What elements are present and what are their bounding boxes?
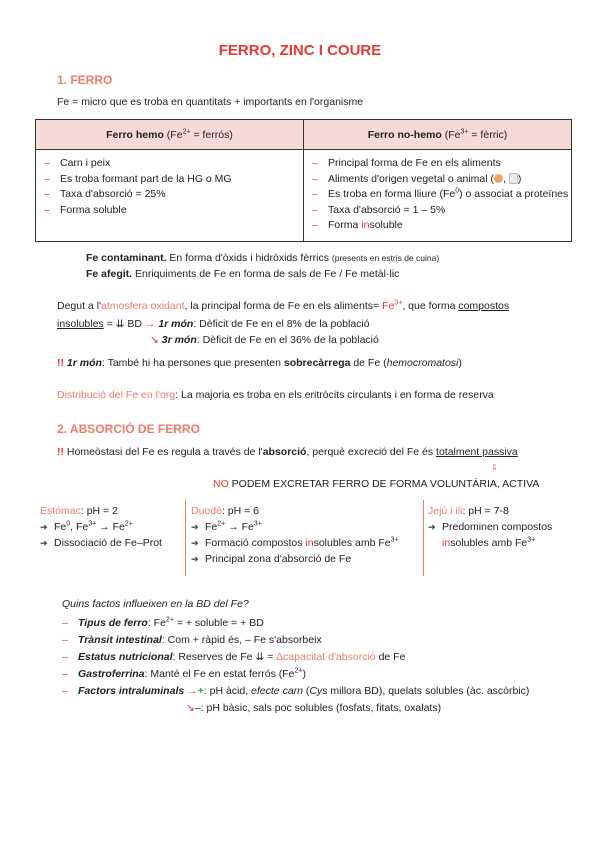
dash-icon: – <box>312 172 318 185</box>
dash-icon: – <box>62 651 68 663</box>
arrow-bullet-icon: ➔ <box>191 522 199 532</box>
arrow-bullet-icon: ➔ <box>191 554 199 564</box>
dash-icon: – <box>312 188 318 200</box>
estomac-column: Estómac: pH = 2 ➔ Fe$^0$, $Fe^{3+} \to Fe^{2+}$ ➔ Dissociació de Fe–Prot <box>40 505 162 549</box>
list-item: – Forma insoluble <box>312 218 571 234</box>
dash-icon: – <box>44 172 50 185</box>
jeju-column: Jejú i ili: pH = 7-8 ➔ Predominen compostos insolubles amb $Fe^{3+}$ <box>428 505 553 549</box>
list-item: insolubles amb $Fe^{3+}$ <box>442 536 536 549</box>
list-item: ➔ Predominen compostos <box>428 521 553 533</box>
dash-icon: – <box>62 617 68 629</box>
arrow-bullet-icon: ➔ <box>428 522 436 532</box>
dash-icon: – <box>62 668 68 680</box>
dash-icon: – <box>312 157 318 169</box>
factors-list <box>62 615 529 717</box>
no-excretar-line: NO PODEM EXCRETAR FERRO DE FORMA VOLUNTÀRIA, ACTIVA <box>213 478 540 490</box>
arrow-right-icon: → <box>184 685 198 697</box>
homeostasi-line: !! Homeòstasi del Fe es regula a través de l'absorció, perquè excreció del Fe és totalment passiva <box>57 446 518 458</box>
list-item: – Principal forma de Fe en els aliments <box>312 156 571 172</box>
list-item: ➔ $Fe^{2+} \to Fe^{3+}$ <box>191 520 262 533</box>
warning-icon: !! <box>57 446 64 458</box>
egg-icon <box>494 174 503 183</box>
list-item: – Gastroferrina: Manté el Fe en estat ferrós $(Fe^{2+})$ <box>62 666 529 683</box>
warning-icon: !! <box>57 357 64 369</box>
arrow-bullet-icon: ➔ <box>191 538 199 548</box>
dash-icon: – <box>62 685 68 697</box>
milk-icon <box>509 173 518 184</box>
arrow-bullet-icon: ➔ <box>40 538 48 548</box>
list-item: – Es troba formant part de la HG o MG <box>44 172 303 188</box>
dash-icon: – <box>312 219 318 231</box>
arrow-down-right-icon: ↘ <box>150 334 159 346</box>
dash-icon: – <box>44 203 50 216</box>
arrow-right-icon: → <box>144 318 156 330</box>
ferro-intro: Fe = micro que es troba en quantitats + importants en l'organisme <box>57 96 364 108</box>
dash-icon: – <box>44 157 50 169</box>
list-item: – Carn i peix <box>44 156 303 172</box>
list-item: ➔ Dissociació de Fe–Prot <box>40 537 162 549</box>
insolubles-line: insolubles = ⇊ BD → 1r món: Dèficit de Fe en el 8% de la població <box>57 318 370 330</box>
warning-line: !! 1r món: També hi ha persones que presenten sobrecàrrega de Fe (hemocromatosi) <box>57 357 462 369</box>
distribucio-line: Distribució del Fe en l'org: La majoria es troba en els eritròcits circulants i en forma de reserva <box>57 389 494 401</box>
dash-icon: – <box>62 634 68 646</box>
column-divider <box>185 500 186 576</box>
list-item: – Trànsit intestinal: Com + ràpid és, – Fe s'absorbeix <box>62 632 529 649</box>
list-item: ➔ Principal zona d'absorció de Fe <box>191 553 352 565</box>
table-cell-nohemo <box>304 150 572 242</box>
arrow-down-right-icon: ↘ <box>186 702 195 714</box>
table-header-hemo: Ferro hemo ($Fe^{2+}$ = ferrós) <box>36 120 304 150</box>
column-divider <box>423 500 424 576</box>
list-item: – Taxa d'absorció = 25% <box>44 187 303 203</box>
table-header-nohemo: Ferro no-hemo ($Fe^{3+}$ = fèrric) <box>304 120 572 150</box>
plus-icon: + <box>197 685 204 697</box>
list-item: – Factors intraluminals →+: pH àcid, efecte carn (Cys millora BD), quelats solubles (àc. ascòrbic) <box>62 683 529 700</box>
iron-types-table <box>35 119 572 242</box>
dash-icon: – <box>44 188 50 200</box>
arrow-bullet-icon: ➔ <box>40 522 48 532</box>
table-cell-hemo <box>36 150 304 242</box>
list-item: – Aliments d'origen vegetal o animal ( , ) <box>312 172 571 188</box>
section-heading-ferro: 1. FERRO <box>57 73 113 87</box>
degut-line: Degut a l'atmosfera oxidant, la principal forma de Fe en els aliments= $Fe^{3+}$, que forma compostos <box>57 299 510 312</box>
list-item: – Es troba en forma lliure (Fe$^0$) o associat a proteïnes <box>312 187 571 203</box>
list-item: ↘–: pH bàsic, sals poc solubles (fosfats, fitats, oxalats) <box>186 702 442 714</box>
list-item: – Forma soluble <box>44 203 303 219</box>
mon3-line: ↘ 3r món: Dèficit de Fe en el 36% de la població <box>150 334 379 346</box>
section-heading-absorcio: 2. ABSORCIÓ DE FERRO <box>57 422 200 436</box>
list-item: – Taxa d'absorció = 1 – 5% <box>312 203 571 219</box>
duode-column: Duodè: pH = 6 ➔ $Fe^{2+} \to Fe^{3+}$ ➔ Formació compostos insolubles amb $Fe^{3+}$ ➔ Principal zona d'absorció de Fe <box>191 505 399 565</box>
arrow-down-icon: ⇩ <box>491 463 498 472</box>
list-item: – Estatus nutricional: Reserves de Fe ⇊ = Δcapacitat d'absorció de Fe <box>62 649 529 666</box>
fe-afegit: Fe afegit. Enriquiments de Fe en forma de sals de Fe / Fe metàl·lic <box>86 268 400 280</box>
factors-question: Quins factos influeixen en la BD del Fe? <box>62 598 249 610</box>
list-item: ➔ Fe$^0$, $Fe^{3+} \to Fe^{2+}$ <box>40 520 133 533</box>
fe-contaminant: Fe contaminant. En forma d'òxids i hidròxids fèrrics (presents en estris de cuina) <box>86 252 440 264</box>
dash-icon: – <box>312 203 318 216</box>
list-item: – Tipus de ferro: $Fe^{2+}$ = + soluble = + BD <box>62 615 529 632</box>
page-title: FERRO, ZINC I COURE <box>218 42 382 59</box>
list-item: ➔ Formació compostos insolubles amb $Fe^{3+}$ <box>191 536 399 549</box>
